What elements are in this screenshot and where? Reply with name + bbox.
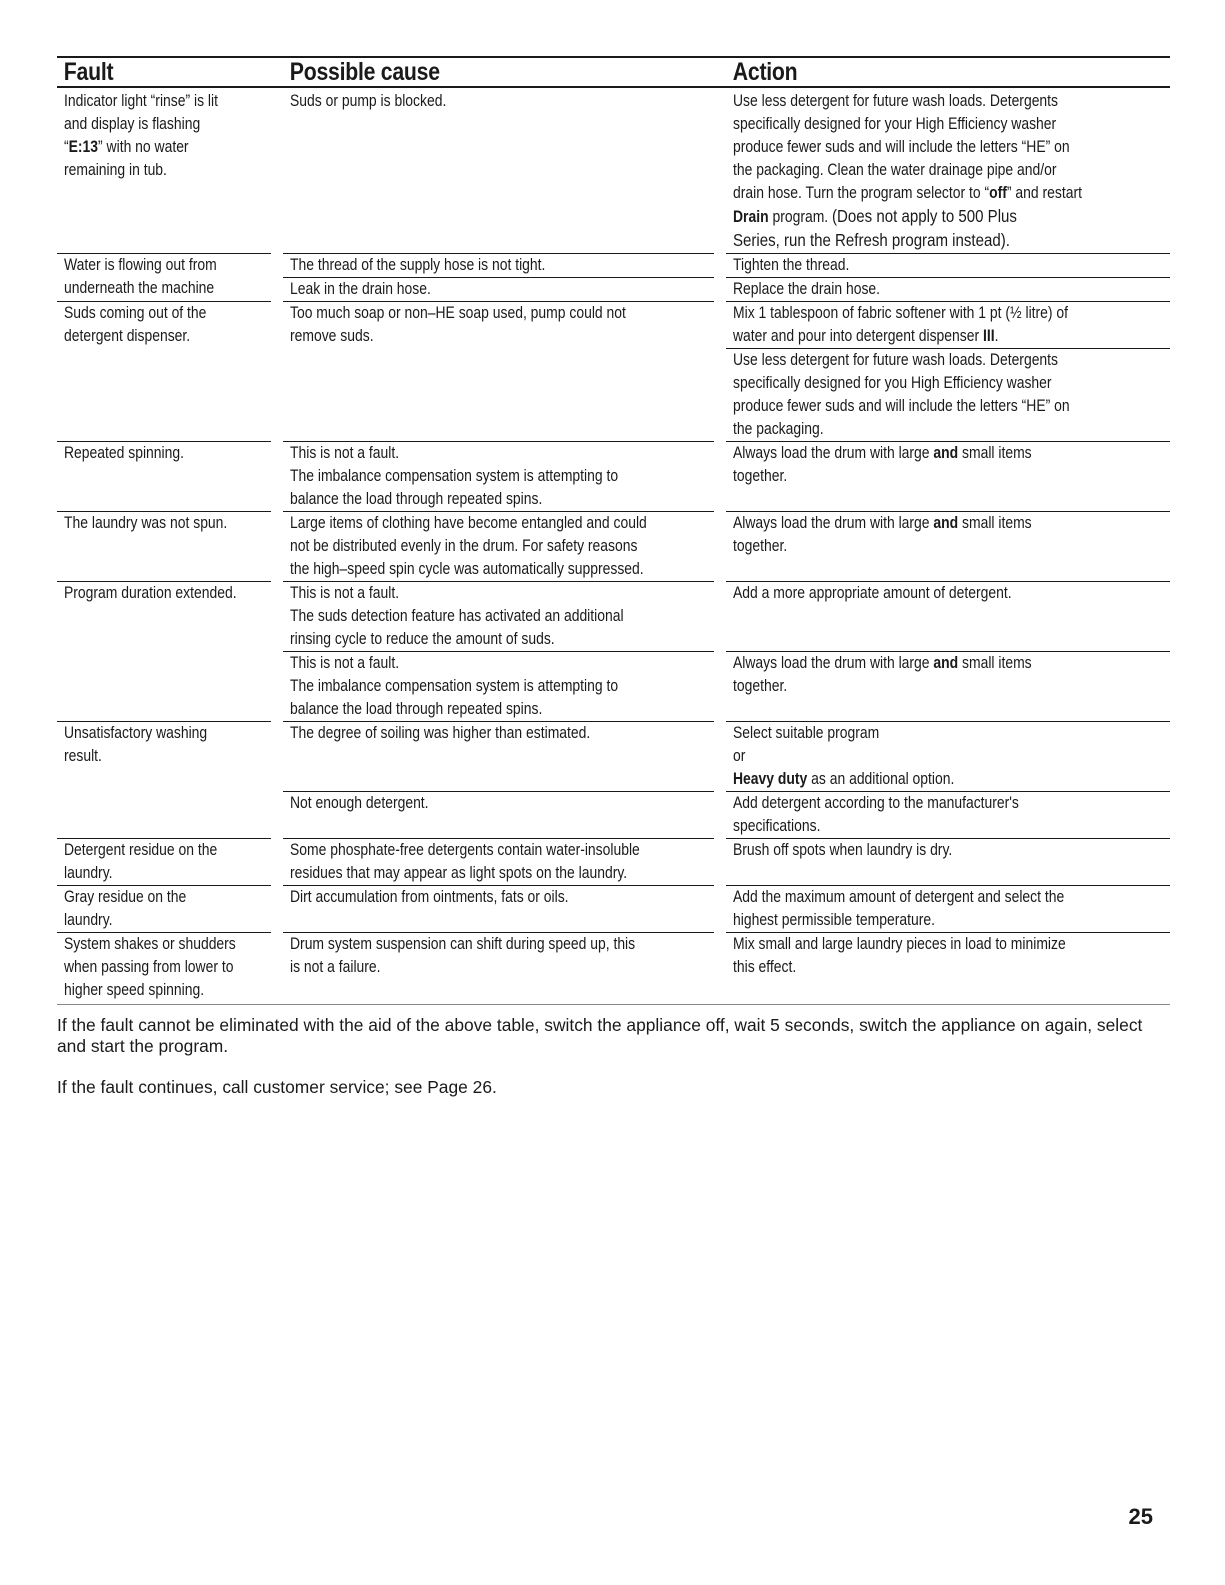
cause-cell: Too much soap or non–HE soap used, pump could not remove suds. [283,301,714,441]
fault-cell: The laundry was not spun. [57,511,271,581]
cause-cell: Dirt accumulation from ointments, fats or oils. [283,885,714,932]
cause-cell: This is not a fault. The imbalance compensation system is attempting to balance the load through repeated spins. [283,441,714,511]
cause-cell: This is not a fault. The imbalance compensation system is attempting to balance the load through repeated spins. [283,651,714,721]
table-row [57,721,1170,838]
header-action: Action [732,58,798,86]
table-bottom-rule [57,1004,1170,1005]
customer-service-paragraph: If the fault continues, call customer service; see Page 26. [57,1077,497,1097]
fault-cell: Unsatisfactory washing result. [57,721,271,838]
table-row [57,932,1170,1002]
table-row [57,253,1170,301]
cause-cell: Not enough detergent. [283,791,714,838]
action-cell: Replace the drain hose. [726,277,1170,301]
fault-cell: Suds coming out of the detergent dispenser. [57,301,271,441]
action-cell: Add the maximum amount of detergent and select the highest permissible temperature. [726,885,1170,932]
cause-cell: Some phosphate-free detergents contain water-insoluble residues that may appear as light spots on the laundry. [283,838,714,885]
troubleshooting-table [57,56,1170,1002]
action-cell: Add a more appropriate amount of detergent. [726,581,1170,651]
action-cell: Select suitable program or Heavy duty as an additional option. [726,721,1170,791]
action-cell: Always load the drum with large and small items together. [726,511,1170,581]
fault-cell: Repeated spinning. [57,441,271,511]
table-row [57,885,1170,932]
fault-cell: System shakes or shudders when passing from lower to higher speed spinning. [57,932,271,1002]
action-cell: Always load the drum with large and small items together. [726,441,1170,511]
action-cell: Brush off spots when laundry is dry. [726,838,1170,885]
action-cell: Always load the drum with large and small items together. [726,651,1170,721]
action-cell: Use less detergent for future wash loads. Detergents specifically designed for you High Efficiency washer produce fewer suds and will include the letters “HE” on the packaging. [726,348,1170,441]
fault-cell: Program duration extended. [57,581,271,721]
action-cell: Add detergent according to the manufacturer's specifications. [726,791,1170,838]
action-cell: Use less detergent for future wash loads. Detergents specifically designed for your High Efficiency washer produce fewer suds and will include the letters “HE” on the packaging. Clean the water drainage pipe and/or drain hose. Turn the program selector to “off” and restart Drain program. (Does not apply to 500 Plus Series, run the Refresh program instead). [733,92,1082,250]
action-cell: Mix small and large laundry pieces in load to minimize this effect. [726,932,1170,1002]
action-cell: Tighten the thread. [726,253,1170,277]
table-row [57,89,1170,253]
cause-cell: The degree of soiling was higher than estimated. [283,721,714,791]
fault-cell: Detergent residue on the laundry. [57,838,271,885]
table-row [57,441,1170,511]
action-cell: Mix 1 tablespoon of fabric softener with 1 pt (½ litre) of water and pour into detergent dispenser III. [726,301,1170,348]
cause-cell: Drum system suspension can shift during speed up, this is not a failure. [283,932,714,1002]
fault-instruction-paragraph: If the fault cannot be eliminated with the aid of the above table, switch the appliance off, wait 5 seconds, switch the appliance on again, select and start the program. [57,1015,1143,1056]
header-possible-cause: Possible cause [289,58,440,86]
cause-cell: Large items of clothing have become entangled and could not be distributed evenly in the drum. For safety reasons the high–speed spin cycle was automatically suppressed. [283,511,714,581]
table-row [57,511,1170,581]
cause-cell: The thread of the supply hose is not tight. [283,253,714,277]
table-header [57,56,1170,88]
table-row [57,581,1170,721]
cause-cell: This is not a fault. The suds detection feature has activated an additional rinsing cycle to reduce the amount of suds. [283,581,714,651]
cause-cell: Suds or pump is blocked. [290,92,447,110]
table-row [57,838,1170,885]
fault-cell: Indicator light “rinse” is lit and display is flashing “E:13” with no water remaining in tub. [64,92,218,179]
table-row [57,301,1170,441]
page-number: 25 [1128,1504,1153,1529]
fault-cell: Gray residue on the laundry. [57,885,271,932]
cause-cell: Leak in the drain hose. [283,277,714,301]
fault-cell: Water is flowing out from underneath the machine [57,253,271,301]
header-fault: Fault [63,58,114,86]
